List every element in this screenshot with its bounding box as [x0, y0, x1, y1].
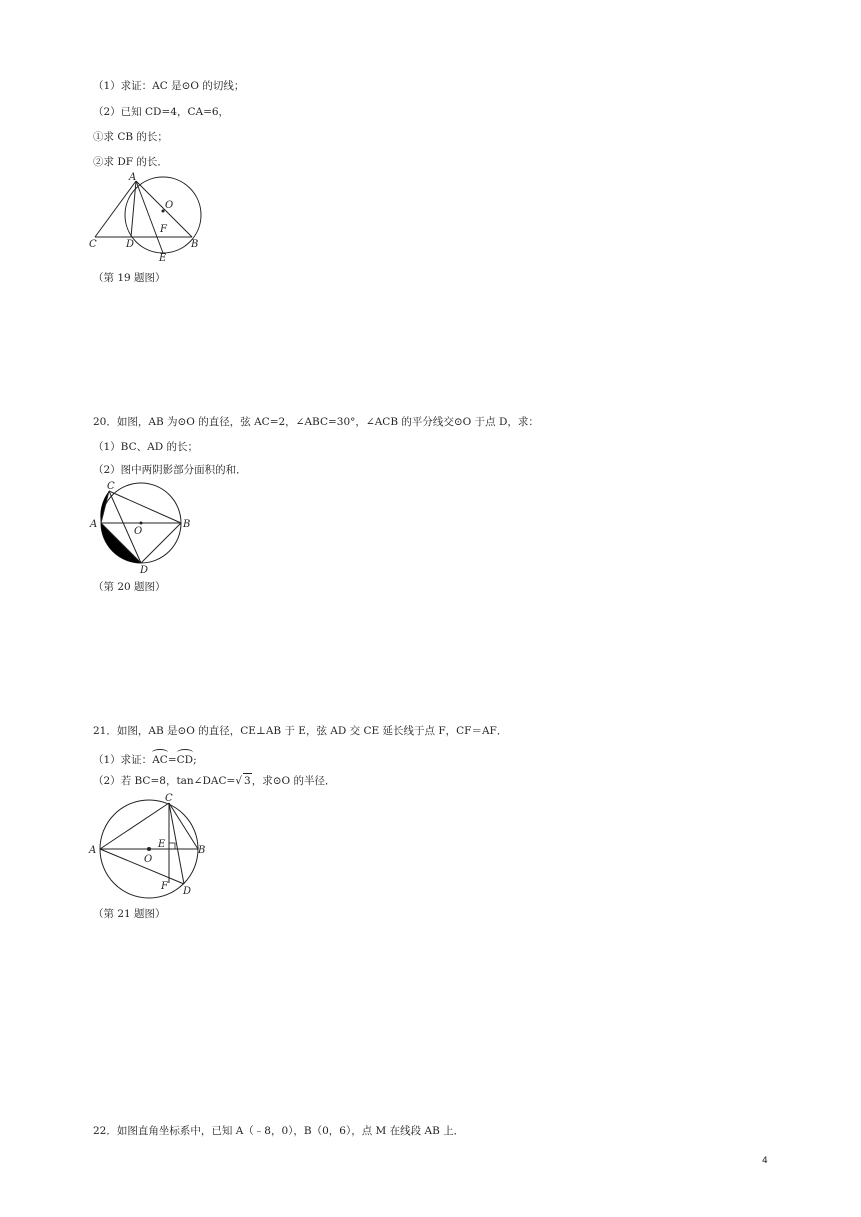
q21-label-E: E: [158, 839, 166, 850]
q21-label-A: A: [89, 845, 97, 856]
q21-label-C: C: [165, 793, 173, 804]
q20-label-O: O: [134, 526, 143, 537]
q20-label-A: A: [90, 519, 98, 530]
q19-part1: （1）求证：AC 是⊙O 的切线；: [93, 80, 245, 92]
q21-label-D: D: [183, 886, 192, 897]
q20-figure: [85, 478, 205, 576]
q20-part1: （1）BC、AD 的长；: [93, 441, 198, 453]
q19-line-AD: [131, 181, 136, 237]
q21-equals: =: [167, 754, 177, 766]
q19-label-E: E: [159, 253, 167, 264]
q21-part2-prefix: （2）若 BC=8，tan∠DAC=: [93, 775, 236, 787]
q20-line-DB: [141, 523, 181, 563]
q19-line-AE: [136, 181, 163, 253]
q21-radical: √: [235, 775, 243, 787]
q19-label-D: D: [126, 239, 135, 250]
q21-caption: （第 21 题图）: [93, 908, 166, 920]
q21-center-dot: [147, 847, 151, 851]
q21-stem: 21．如图，AB 是⊙O 的直径，CE⊥AB 于 E，弦 AD 交 CE 延长线于点 F，CF＝AF．: [93, 725, 508, 737]
q21-line-AD: [100, 849, 184, 884]
q19-label-F: F: [160, 224, 167, 235]
q21-label-O: O: [144, 854, 153, 865]
q19-circle: [125, 177, 201, 253]
q20-caption: （第 20 题图）: [93, 581, 166, 593]
q21-label-B: B: [198, 845, 206, 856]
q21-figure: [85, 792, 215, 902]
q21-arc-CD: CD: [177, 750, 193, 767]
q21-part1-prefix: （1）求证：: [93, 754, 153, 766]
q19-line-CA: [95, 181, 136, 237]
q20-stem: 20．如图，AB 为⊙O 的直径，弦 AC=2，∠ABC=30°，∠ACB 的平分线交⊙O 于点 D，求：: [93, 416, 539, 428]
q20-label-B: B: [183, 519, 191, 530]
q21-part2: [93, 773, 335, 788]
q20-part2: （2）图中两阴影部分面积的和．: [93, 464, 247, 476]
q19-label-A: A: [129, 172, 137, 183]
q19-label-C: C: [89, 239, 97, 250]
q19-figure: [85, 168, 215, 268]
q21-part2-suffix: ，求⊙O 的半径．: [251, 775, 336, 787]
q19-label-O: O: [165, 200, 174, 211]
q19-caption: （第 19 题图）: [93, 272, 166, 284]
q22-stem: 22．如图直角坐标系中，已知 A（﹣8，0），B（0，6），点 M 在线段 AB 上．: [93, 1125, 465, 1137]
q21-label-F: F: [161, 881, 168, 892]
q19-sub1: ①求 CB 的长；: [93, 131, 168, 143]
q21-part1-suffix: ;: [193, 754, 197, 766]
q19-part2: （2）已知 CD=4，CA=6，: [93, 106, 230, 118]
q20-label-C: C: [107, 481, 115, 492]
q20-label-D: D: [140, 565, 149, 576]
q21-part1: [93, 750, 197, 767]
q21-sqrt-value: 3: [244, 775, 251, 787]
q19-sub2: ②求 DF 的长．: [93, 156, 168, 168]
q21-arc-AC: AC: [152, 750, 168, 767]
q19-label-B: B: [191, 239, 199, 250]
q20-center-dot: [140, 522, 143, 525]
q21-right-angle-mark: [169, 843, 175, 849]
page-number: 4: [762, 1156, 768, 1166]
